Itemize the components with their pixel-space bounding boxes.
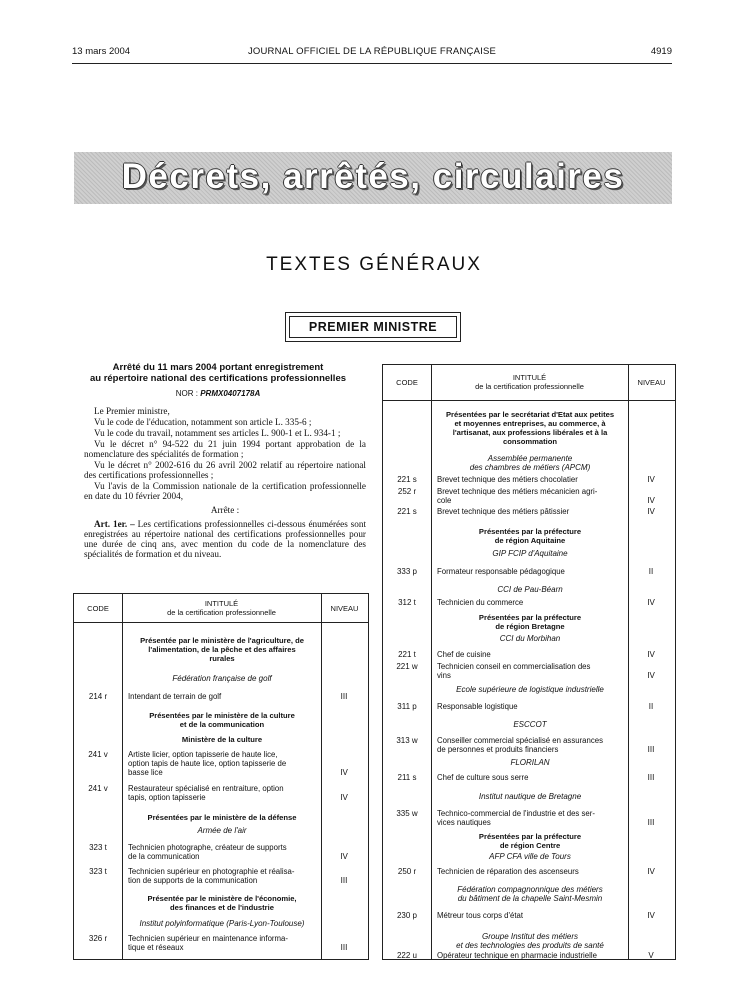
heading-line: CCI du Morbihan: [499, 634, 561, 643]
header-date: 13 mars 2004: [72, 46, 131, 57]
intitule-line: Technicien de réparation des ascenseurs: [437, 867, 579, 876]
niveau-cell: IV: [647, 475, 655, 484]
heading-line: l'alimentation, de la pêche et des affaires: [148, 645, 296, 654]
niveau-cell: V: [648, 951, 654, 960]
intitule-line: Technicien conseil en commercialisation des: [437, 662, 591, 671]
organisme-heading: [435, 454, 625, 472]
header-intitule-line1: INTITULÉ: [512, 373, 547, 382]
organisme-heading: [435, 852, 625, 861]
heading-line: Fédération française de golf: [172, 674, 272, 683]
section-heading: [435, 832, 625, 850]
organisme-heading: [435, 634, 625, 643]
body-paragraph: Vu le code du travail, notamment ses articles L. 900-1 et L. 934-1 ;: [94, 428, 341, 438]
code-cell: 335 w: [396, 809, 418, 818]
article-1-text: Les certifications professionnelles ci-dessous énumérées sont enregistrées au répertoire national des certifications professionnelles pour une durée de cinq ans, avec mention du code de la nomenclature des spécialités de formation et du niveau.: [84, 519, 366, 559]
code-cell: 221 s: [397, 475, 417, 484]
heading-line: Institut polyinformatique (Paris-Lyon-Toulouse): [139, 919, 305, 928]
heading-line: Présentées par la préfecture: [478, 613, 582, 622]
intitule-cell: [128, 843, 316, 861]
intitule-cell: [437, 662, 623, 680]
intitule-cell: [128, 750, 316, 777]
intitule-line: Technicien photographe, créateur de supports: [128, 843, 287, 852]
intitule-line: Conseiller commercial spécialisé en assurances: [437, 736, 603, 745]
intitule-cell: [437, 598, 623, 607]
organisme-heading: [126, 826, 318, 835]
organisme-heading: [126, 919, 318, 928]
organisme-heading: [435, 685, 625, 694]
intitule-line: Métreur tous corps d'état: [437, 911, 523, 920]
section-heading: [435, 613, 625, 631]
intitule-cell: [437, 475, 623, 484]
section-heading: [435, 527, 625, 545]
intitule-cell: [128, 692, 316, 701]
heading-line: rurales: [209, 654, 235, 663]
organisme-heading: [435, 792, 625, 801]
header-rule: [72, 63, 672, 64]
header-intitule: [122, 599, 321, 617]
intitule-cell: [437, 809, 623, 827]
heading-line: et de la communication: [179, 720, 265, 729]
intitule-line: basse lice: [128, 768, 163, 777]
code-cell: 221 s: [397, 507, 417, 516]
heading-line: consommation: [502, 437, 557, 446]
certifications-table-left: [73, 593, 369, 960]
section-heading: [435, 410, 625, 446]
heading-line: des finances et de l'industrie: [170, 903, 274, 912]
organisme-heading: [126, 674, 318, 683]
code-cell: 221 t: [398, 650, 416, 659]
section-heading: [126, 813, 318, 822]
arrete-title-line1: Arrêté du 11 mars 2004 portant enregistrement: [112, 362, 324, 373]
section-heading: [126, 894, 318, 912]
nor-code: PRMX0407178A: [200, 389, 261, 398]
heading-line: Fédération compagnonnique des métiers: [457, 885, 603, 894]
heading-line: Présentées par la préfecture: [478, 527, 582, 536]
niveau-cell: III: [647, 773, 655, 782]
heading-line: de région Centre: [499, 841, 561, 850]
heading-line: de région Bretagne: [495, 622, 565, 631]
section-heading: [126, 636, 318, 663]
intitule-cell: [128, 784, 316, 802]
intitule-line: Responsable logistique: [437, 702, 518, 711]
intitule-line: option tapis de haute lice, option tapisserie de: [128, 759, 287, 768]
intitule-line: Chef de cuisine: [437, 650, 491, 659]
heading-line: Présentées par le ministère de la défense: [147, 813, 297, 822]
section-heading: [126, 711, 318, 729]
niveau-cell: II: [648, 567, 654, 576]
code-cell: 241 v: [88, 784, 108, 793]
heading-line: Groupe Institut des métiers: [481, 932, 579, 941]
niveau-cell: III: [647, 745, 655, 754]
page-number: 4919: [650, 46, 672, 57]
arrete-title-line2: au répertoire national des certifications professionnelles: [89, 373, 347, 384]
intitule-line: Technico-commercial de l'industrie et des ser-: [437, 809, 595, 818]
niveau-cell: IV: [340, 793, 348, 802]
header-niveau: NIVEAU: [637, 378, 666, 387]
niveau-cell: IV: [340, 768, 348, 777]
intitule-cell: [437, 736, 623, 754]
intitule-cell: [437, 951, 623, 960]
heading-line: Présentée par le ministère de l'économie,: [147, 894, 297, 903]
niveau-cell: III: [647, 818, 655, 827]
niveau-cell: IV: [647, 507, 655, 516]
organisme-heading: [435, 549, 625, 558]
arrete-body: [84, 406, 366, 586]
page-header: [72, 46, 672, 60]
heading-line: Assemblée permanente: [487, 454, 573, 463]
intitule-line: Technicien supérieur en maintenance informa-: [128, 934, 288, 943]
niveau-cell: IV: [647, 650, 655, 659]
intitule-line: Formateur responsable pédagogique: [437, 567, 565, 576]
header-intitule-line2: de la certification professionnelle: [475, 382, 584, 391]
code-cell: 230 p: [396, 911, 418, 920]
body-paragraph: Le Premier ministre,: [94, 406, 170, 416]
heading-line: du bâtiment de la chapelle Saint-Mesmin: [457, 894, 603, 903]
intitule-line: de personnes et produits financiers: [437, 745, 559, 754]
heading-line: des chambres de métiers (APCM): [469, 463, 591, 472]
code-cell: 333 p: [396, 567, 418, 576]
intitule-line: Restaurateur spécialisé en rentraiture, option: [128, 784, 284, 793]
intitule-line: Opérateur technique en pharmacie industrielle: [437, 951, 597, 960]
heading-line: Institut nautique de Bretagne: [478, 792, 582, 801]
certifications-table-right: [382, 364, 676, 960]
arrete-title: [72, 362, 364, 384]
heading-line: Armée de l'air: [197, 826, 247, 835]
code-cell: 241 v: [88, 750, 108, 759]
niveau-cell: IV: [647, 496, 655, 505]
heading-line: et moyennes entreprises, au commerce, à: [454, 419, 606, 428]
header-intitule: [431, 373, 628, 391]
heading-line: ESCCOT: [513, 720, 547, 729]
ministry-box: [285, 312, 461, 342]
intitule-cell: [437, 650, 623, 659]
organisme-heading: [435, 885, 625, 903]
intitule-line: vins: [437, 671, 451, 680]
intitule-line: Brevet technique des métiers chocolatier: [437, 475, 578, 484]
body-paragraph: Vu le décret n° 2002-616 du 26 avril 2002 relatif au répertoire national des certifications professionnelles ;: [84, 460, 366, 480]
intitule-line: Brevet technique des métiers pâtissier: [437, 507, 570, 516]
niveau-cell: IV: [647, 911, 655, 920]
ministry-label: PREMIER MINISTRE: [289, 316, 457, 338]
heading-line: Présentées par le ministère de la culture: [149, 711, 295, 720]
arrete-word: Arrête :: [210, 505, 240, 515]
body-paragraph: Vu l'avis de la Commission nationale de la certification professionnelle en date du 10 février 2004,: [84, 481, 366, 501]
niveau-cell: IV: [340, 852, 348, 861]
code-cell: 252 r: [397, 487, 417, 496]
code-cell: 221 w: [396, 662, 418, 671]
heading-line: Présentée par le ministère de l'agriculture, de: [140, 636, 304, 645]
nor-label: NOR :: [175, 389, 198, 398]
intitule-cell: [128, 934, 316, 952]
organisme-heading: [435, 758, 625, 767]
organisme-heading: [435, 932, 625, 950]
code-cell: 326 r: [88, 934, 108, 943]
intitule-cell: [437, 507, 623, 516]
heading-line: Présentées par le secrétariat d'Etat aux petites: [445, 410, 615, 419]
heading-line: Ministère de la culture: [181, 735, 263, 744]
code-cell: 250 r: [397, 867, 417, 876]
section-title: TEXTES GÉNÉRAUX: [266, 254, 482, 275]
intitule-line: vices nautiques: [437, 818, 491, 827]
niveau-cell: IV: [647, 671, 655, 680]
nor-reference: [72, 389, 364, 398]
intitule-cell: [437, 487, 623, 505]
intitule-cell: [437, 567, 623, 576]
section-banner: [74, 152, 672, 204]
intitule-line: tapis, option tapisserie: [128, 793, 206, 802]
body-paragraph: Vu le code de l'éducation, notamment son article L. 335-6 ;: [94, 417, 312, 427]
intitule-line: Intendant de terrain de golf: [128, 692, 222, 701]
heading-line: AFP CFA ville de Tours: [489, 852, 571, 861]
heading-line: Ecole supérieure de logistique industrielle: [456, 685, 604, 694]
intitule-line: Chef de culture sous serre: [437, 773, 529, 782]
niveau-cell: III: [340, 692, 348, 701]
organisme-heading: [435, 720, 625, 729]
organisme-heading: [435, 585, 625, 594]
header-intitule-line2: de la certification professionnelle: [167, 608, 276, 617]
code-cell: 312 t: [398, 598, 416, 607]
intitule-line: tique et réseaux: [128, 943, 184, 952]
heading-line: et des technologies des produits de santé: [456, 941, 604, 950]
code-cell: 214 r: [88, 692, 108, 701]
code-cell: 211 s: [397, 773, 417, 782]
code-cell: 323 t: [89, 867, 107, 876]
heading-line: FLORILAN: [510, 758, 550, 767]
header-intitule-line1: INTITULÉ: [204, 599, 239, 608]
section-heading: [126, 735, 318, 744]
code-cell: 311 p: [397, 702, 417, 711]
niveau-cell: II: [648, 702, 654, 711]
niveau-cell: III: [340, 876, 348, 885]
intitule-line: Technicien supérieur en photographie et réalisa-: [128, 867, 295, 876]
code-cell: 313 w: [396, 736, 418, 745]
heading-line: CCI de Pau-Béarn: [497, 585, 563, 594]
header-code: CODE: [87, 604, 109, 613]
code-cell: 323 t: [89, 843, 107, 852]
niveau-cell: IV: [647, 867, 655, 876]
code-cell: 222 u: [396, 951, 418, 960]
intitule-cell: [437, 773, 623, 782]
header-niveau: NIVEAU: [330, 604, 359, 613]
journal-title: JOURNAL OFFICIEL DE LA RÉPUBLIQUE FRANÇAISE: [247, 46, 497, 57]
article-1: [84, 519, 366, 559]
heading-line: de région Aquitaine: [494, 536, 566, 545]
heading-line: GIP FCIP d'Aquitaine: [492, 549, 568, 558]
banner-title: Décrets, arrêtés, circulaires: [121, 157, 625, 196]
niveau-cell: III: [340, 943, 348, 952]
heading-line: l'artisanat, aux professions libérales et à la: [452, 428, 608, 437]
intitule-line: Artiste licier, option tapisserie de haute lice,: [128, 750, 278, 759]
intitule-cell: [128, 867, 316, 885]
intitule-line: tion de supports de la communication: [128, 876, 258, 885]
intitule-line: Brevet technique des métiers mécanicien agri-: [437, 487, 598, 496]
intitule-cell: [437, 702, 623, 711]
article-1-label: Art. 1er. –: [94, 519, 135, 529]
intitule-cell: [437, 867, 623, 876]
intitule-line: cole: [437, 496, 452, 505]
heading-line: Présentées par la préfecture: [478, 832, 582, 841]
header-code: CODE: [396, 378, 418, 387]
body-paragraph: Vu le décret n° 94-522 du 21 juin 1994 portant approbation de la nomenclature des spécialités de formation ;: [84, 439, 366, 459]
intitule-line: de la communication: [128, 852, 200, 861]
niveau-cell: IV: [647, 598, 655, 607]
intitule-cell: [437, 911, 623, 920]
intitule-line: Technicien du commerce: [437, 598, 524, 607]
